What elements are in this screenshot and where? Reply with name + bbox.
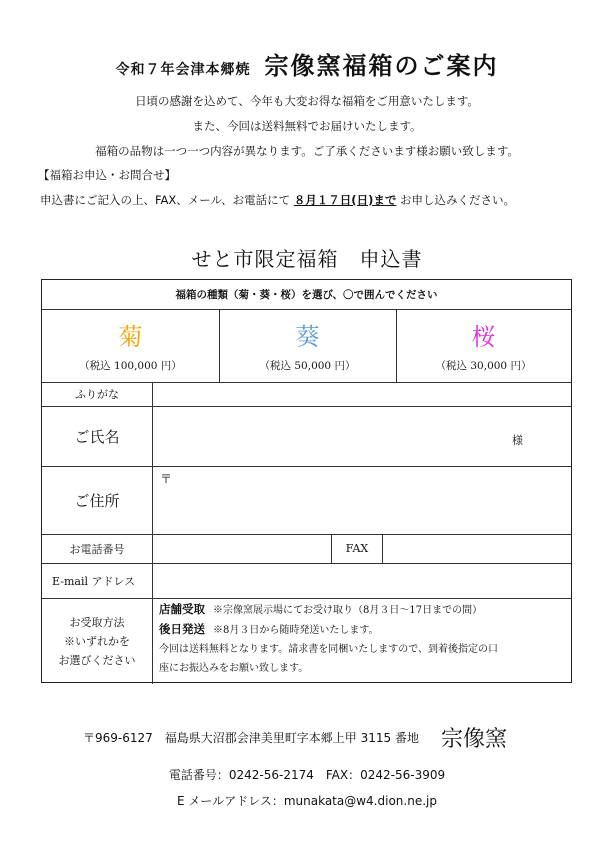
receive-label-line-2: ※いずれかを — [64, 634, 130, 648]
postal-mark: 〒 — [160, 472, 173, 486]
footer-address — [83, 722, 603, 753]
choice-sakura-label: 桜 — [471, 323, 496, 351]
receive-options — [159, 600, 569, 678]
shipping-note-line-2: 座にお振込みをお願い致します。 — [159, 663, 309, 674]
receive-method-label — [42, 598, 152, 684]
option-later-shipping-title: 後日発送 — [159, 622, 205, 636]
option-later-shipping-text: ※8月３日から随時発送いたします。 — [213, 625, 379, 636]
address-field[interactable] — [153, 466, 571, 534]
shipping-note-line-1: 今回は送料無料となります。請求書を同梱いたしますので、到着後指定の口 — [159, 644, 498, 655]
email-field[interactable] — [153, 563, 571, 598]
name-field[interactable] — [153, 406, 571, 466]
inquiry-text — [40, 192, 515, 208]
choice-aoi[interactable] — [219, 309, 396, 382]
choice-kiku-label: 菊 — [118, 323, 143, 351]
footer-brand: 宗像窯 — [440, 727, 507, 752]
label-column-divider — [152, 598, 153, 684]
inquiry-deadline: ８月１７日(日)まで — [293, 193, 397, 207]
fax-field[interactable] — [383, 534, 571, 563]
phone-field[interactable] — [153, 534, 331, 563]
option-store-pickup-title: 店舗受取 — [159, 602, 205, 616]
footer-phone-fax: 電話番号：0242-56-2174 FAX：0242-56-3909 — [168, 768, 446, 782]
option-store-pickup-text: ※宗像窯展示場にてお受け取り（8月３日～17日までの間） — [213, 605, 483, 616]
page-title: 宗像窯福箱のご案内 — [264, 51, 499, 80]
name-label: ご氏名 — [74, 427, 120, 446]
form-instruction: 福箱の種類（菊・葵・桜）を選び、〇で囲んでください — [175, 289, 438, 301]
inquiry-heading: 【福箱お申込・お問合せ】 — [38, 168, 176, 182]
inquiry-text-before: 申込書にご記入の上、FAX、メール、お電話にて — [40, 193, 291, 207]
receive-label-line-1: お受取方法 — [69, 615, 125, 629]
email-label: E-mail アドレス — [52, 574, 136, 588]
receive-label-line-3: お選びください — [58, 653, 136, 667]
header-subtitle: 令和７年会津本郷焼 — [115, 62, 251, 78]
option-store-pickup[interactable] — [159, 600, 569, 620]
name-suffix: 様 — [512, 434, 523, 447]
application-form — [41, 279, 572, 683]
footer-address-text: 福島県大沼郡会津美里町字本郷上甲 3115 番地 — [164, 731, 419, 745]
choice-kiku-price: （税込 100,000 円） — [79, 360, 182, 372]
footer-email[interactable]: E メールアドレス：munakata@w4.dion.ne.jp — [177, 794, 437, 808]
intro-line-3: 福箱の品物は一つ一つ内容が異なります。ご了承くださいます様お願い致します。 — [95, 144, 519, 158]
intro-line-2: また、今回は送料無料でお届けいたします。 — [192, 119, 422, 133]
choice-kiku[interactable] — [42, 309, 219, 382]
choice-aoi-label: 葵 — [295, 323, 320, 351]
furigana-label: ふりがな — [75, 388, 119, 401]
address-label: ご住所 — [74, 491, 120, 510]
form-title: せと市限定福箱 申込書 — [191, 247, 423, 271]
footer-postal: 〒969-6127 — [83, 731, 153, 745]
header — [0, 46, 614, 80]
option-later-shipping[interactable] — [159, 620, 569, 640]
choice-sakura-price: （税込 30,000 円） — [435, 360, 532, 372]
phone-label: お電話番号 — [69, 542, 125, 556]
choice-sakura[interactable] — [396, 309, 571, 382]
choice-aoi-price: （税込 50,000 円） — [259, 360, 356, 372]
inquiry-text-after: お申し込みください。 — [399, 193, 515, 207]
intro-line-1: 日頃の感謝を込めて、今年も大変お得な福箱をご用意いたします。 — [135, 94, 479, 108]
fax-label: FAX — [345, 542, 369, 555]
furigana-field[interactable] — [153, 382, 571, 406]
